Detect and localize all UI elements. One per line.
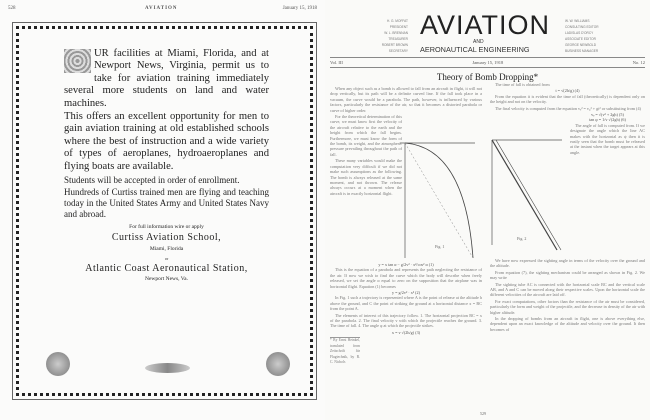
paragraph: The angle of fall is computed from. If we designate the angle which the line AC makes with the horizontal as ψ then it is easily seen that the bomb must be released at the instant when the target appears at this angle.: [570, 122, 645, 155]
staff-name: ROBERT BROWN: [381, 43, 408, 47]
staff-left: [353, 18, 408, 54]
emblem-icon: [266, 352, 290, 376]
paragraph: For the theoretical determination of this curve, we must know first the velocity of the aircraft relative to the earth and the height from which the fall begins. Furthermore, we must know the form of the bomb, its weight, and the atmospheric pressure prevailing throughout the path of fall.: [330, 114, 402, 157]
figure-1-label: Fig. 1: [435, 244, 445, 249]
column-2-continued: [490, 258, 645, 333]
paragraph: In the dropping of bombs from an aircraft in flight, one is above everything else, dependent upon an exact knowledge of the altitude and velocity over the ground. It then becomes of: [490, 316, 645, 332]
magazine-subtitle: AERONAUTICAL ENGINEERING: [420, 45, 530, 54]
apply-line: For full information wire or apply: [129, 224, 204, 231]
issue-number: No. 12: [632, 60, 645, 65]
ad-paragraph: This offers an excellent opportunity for men to gain aviation training at old established schools where the best of instruction and a wide variety of types of aeroplanes, hydroaeroplanes and flying boats are available.: [64, 111, 269, 172]
school-location: Miami, Florida: [149, 245, 184, 252]
equation-2: y = g/2v² · x² (2): [391, 290, 421, 296]
page-date: January 15, 1918: [282, 6, 317, 11]
wings-logo-icon: [145, 363, 190, 373]
paragraph: From equation (7), the sighting mechanism could be arranged as shown in Fig. 2. We may write: [490, 269, 645, 281]
magazine-title: AVIATION: [420, 10, 551, 40]
paragraph: This is the equation of a parabola and represents the path neglecting the resistance of the air. If now we wish to find the curve which the body will describe when freely released, we set the angle α equal to zero on the supposition that the airplane was in horizontal flight. Equation (1) becomes: [330, 267, 482, 289]
staff-role: SECRETARY: [388, 49, 408, 53]
staff-role: TREASURER: [388, 37, 408, 41]
masthead: [325, 8, 650, 58]
ad-paragraph: UR facilities at Miami, Florida, and at Newport News, Virginia, permit us to take for aviation training immediately several more students on land and water machines.: [64, 48, 269, 109]
volume: Vol. III: [330, 60, 343, 65]
page-number: 529: [480, 411, 486, 416]
magazine-and: AND: [473, 39, 484, 45]
equation-4: t = √(2h/g) (4): [555, 88, 580, 94]
paragraph: The time of fall is obtained from: [495, 82, 550, 87]
paragraph: From the equation it is evident that the time of fall (theoretically) is dependent only on the height and not on the velocity.: [490, 93, 645, 105]
article-title: Theory of Bomb Dropping*: [436, 72, 539, 82]
staff-name: H. G. MOFFAT: [386, 19, 408, 23]
ad-paragraph: Hundreds of Curtiss trained men are flying and teaching today in the United States Army and United States Navy and abroad.: [64, 187, 269, 220]
staff-role: CONSULTING EDITOR: [565, 25, 599, 29]
issue-line: [330, 60, 645, 65]
staff-name: GEORGE NEWBOLD: [565, 43, 596, 47]
paragraph: We have now expressed the sighting angle in terms of the velocity over the ground and the altitude.: [490, 258, 645, 269]
column-1-continued: [330, 262, 482, 365]
equation-1: y = x tan α − g/2v² · x²/cos² α (1): [378, 262, 434, 267]
paragraph: In Fig. 1 such a trajectory is represented where A is the point of release at the altitude h above the ground, and C the point of striking the ground at a horizontal distance x = BC from the point A.: [330, 295, 482, 312]
figure-2-label: Fig. 2: [517, 236, 527, 241]
station-location: Newport News, Va.: [145, 276, 188, 283]
or-text: or: [164, 255, 169, 261]
staff-right: [565, 18, 625, 54]
advertisement-text: [64, 48, 269, 284]
station-name: Atlantic Coast Aeronautical Station,: [85, 262, 248, 274]
footnote: * By Ernst Heinkel, translated from Zeitschrift für Flugtechnik, by R. C. Nichols: [330, 338, 360, 364]
paragraph: These many variables would make the computation very difficult if we did not make such assumptions as the following. The bomb is always released at the same moment, and not thrown. The release always occurs at a moment when the aircraft is in exactly horizontal flight.: [330, 158, 402, 196]
figure-2-diagram: [487, 135, 567, 255]
equation-5: vₑ = √(v² + 2gh) (5): [591, 112, 624, 118]
equation-3: x = v √(2h/g) (3): [391, 329, 421, 335]
figure-1-diagram: [395, 138, 480, 263]
ad-paragraph: Students will be accepted in order of enrollment.: [64, 175, 240, 186]
right-page: [325, 0, 650, 420]
ornamental-drop-cap-icon: [64, 49, 91, 73]
paragraph: The elements of interest of this trajectory follow. 1. The horizontal projection BC = x of the parabola. 2. The final velocity v with which the projectile reaches the ground. 3. The time of fall. 4. The angle φ at which the projectile strikes.: [330, 312, 482, 329]
staff-role: ASSOCIATE EDITOR: [565, 37, 596, 41]
school-name: Curtiss Aviation School,: [111, 232, 222, 244]
staff-role: PRESIDENT: [389, 25, 408, 29]
paragraph: When any object such as a bomb is allowed to fall from an aircraft in flight, it will not drop vertically, but its path will be a definite curved line. If the fall took place in a vacuum, the curve would be a parabola. The path, however, is influenced by various factors, particularly the resistance of the air, so that it becomes a distorted parabola or curve of higher order.: [330, 86, 482, 113]
paragraph: The final velocity is computed from the equation vₑ² = v₀² + gt² or substituting from (4): [495, 105, 641, 111]
staff-name: W. L. BRENNAN: [384, 31, 408, 35]
staff-name: W. W. WILLIAMS: [565, 19, 590, 23]
staff-role: BUSINESS MANAGER: [565, 49, 599, 53]
running-head: AVIATION: [145, 6, 178, 11]
emblem-icon: [46, 352, 70, 376]
staff-name: LADISLAS D'ORCY: [565, 31, 594, 35]
divider: [330, 57, 645, 58]
divider: [330, 67, 645, 68]
issue-date: January 15, 1918: [472, 60, 504, 65]
page-number: 528: [8, 6, 16, 11]
paragraph: The sighting tube AC is connected with the horizontal scale BC and the vertical scale AB, and A and C can be moved along their respective scales. Upon the horizontal scale the different velocities of the aircraft are laid off.: [490, 281, 645, 298]
paragraph: For exact computations, other factors than the resistance of the air must be considered, particularly the form and weight of the projectile, and the decrease in density of the air with higher altitude.: [490, 298, 645, 315]
equation-6: tan φ = 1/v √(2gh) (6): [589, 117, 626, 123]
